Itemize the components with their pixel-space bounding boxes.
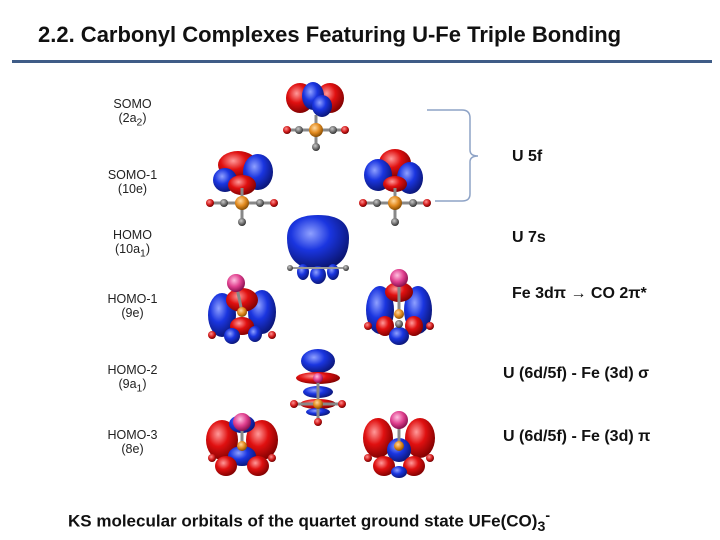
level-label-homo-3: HOMO-3 (8e) <box>95 428 170 462</box>
level-name: SOMO-1 <box>107 168 158 182</box>
level-name: HOMO-1 <box>107 292 158 306</box>
orbital-homo <box>287 215 349 284</box>
description-u-5f: U 5f <box>512 148 543 165</box>
orbital-somo-1-b <box>359 149 431 226</box>
orbital-homo-1-b <box>364 269 434 345</box>
level-name: HOMO-2 <box>107 363 158 377</box>
level-name: SOMO <box>113 97 152 111</box>
orbital-homo-1-a <box>208 274 276 344</box>
orbital-homo-3-a <box>206 413 278 476</box>
description-pi-bond: U (6d/5f) - Fe (3d) π <box>503 428 651 445</box>
description-sigma-bond: U (6d/5f) - Fe (3d) σ <box>503 365 650 382</box>
level-name: HOMO-3 <box>107 428 158 442</box>
orbital-homo-2 <box>290 349 346 426</box>
page-title: 2.2. Carbonyl Complexes Featuring U-Fe Triple Bonding <box>38 22 622 47</box>
level-label-somo-1: SOMO-1 (10e) <box>95 168 170 202</box>
description-u-7s: U 7s <box>512 229 546 246</box>
description-fe-co: Fe 3dπ → CO 2π* <box>512 285 647 302</box>
level-label-homo: HOMO $(10a_1)$ <box>95 228 170 262</box>
orbital-somo <box>283 82 349 151</box>
orbital-homo-3-b <box>363 411 435 478</box>
figure-caption: KS molecular orbitals of the quartet ground state $UFe(CO)_3^-$ <box>68 508 551 536</box>
bracket <box>427 110 478 201</box>
level-label-somo: SOMO $(2a_2)$ <box>95 97 170 131</box>
level-label-homo-2: HOMO-2 $(9a_1)$ <box>95 363 170 397</box>
orbital-somo-1-a <box>206 151 278 226</box>
level-name: HOMO <box>113 228 152 242</box>
level-label-homo-1: HOMO-1 (9e) <box>95 292 170 326</box>
